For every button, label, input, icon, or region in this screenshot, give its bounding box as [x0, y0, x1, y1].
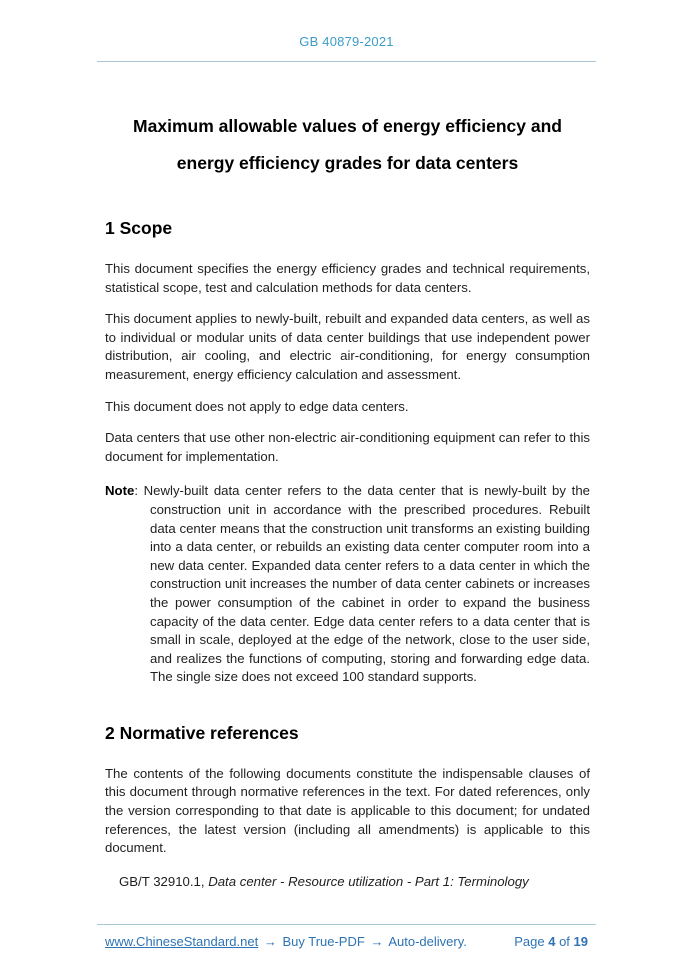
footer-delivery-label: Auto-delivery. — [388, 934, 467, 949]
scope-note — [105, 482, 590, 687]
scope-paragraph-4: Data centers that use other non-electric air-conditioning equipment can refer to this document for implementation. — [105, 430, 590, 464]
normative-paragraph: The contents of the following documents constitute the indispensable clauses of this document through normative references in the text. For dated references, only the version corresponding to that date is applicable to this document; for undated references, the latest version (including all amendments) is applicable to this document. — [105, 765, 590, 856]
footer-row — [0, 925, 693, 949]
note-text: : Newly-built data center refers to the data center that is newly-built by the construction unit in accordance with the prescribed procedures. Rebuilt data center means that the construction unit transforms an existing building into a data center, or rebuilds an existing data center computer room into a new data center. Expanded data center refers to a data center in which the construction unit increases the number of data center cabinets or increases the power consumption of the cabinet in order to expand the business capacity of the data center. Edge data center refers to a data center that is small in scale, deployed at the edge of the network, close to the user side, and realizes the functions of computing, storing and forwarding edge data. The single size does not exceed 100 standard supports. — [134, 483, 590, 685]
section-heading-normative-references: 2 Normative references — [105, 722, 299, 743]
page-total: 19 — [573, 934, 588, 949]
page-label: Page — [514, 934, 545, 949]
reference-title: Data center - Resource utilization - Part 1: Terminology — [208, 873, 529, 889]
document-title — [105, 108, 590, 182]
page-header — [0, 0, 693, 62]
page-of-label: of — [559, 934, 570, 949]
document-title-line1: Maximum allowable values of energy efficiency and — [133, 116, 562, 136]
normative-reference-entry — [105, 873, 590, 892]
footer-branding — [105, 934, 467, 949]
document-title-line2: energy efficiency grades for data centers — [176, 153, 519, 173]
scope-paragraph-1: This document specifies the energy efficiency grades and technical requirements, statistical scope, test and calculation methods for data centers. — [105, 261, 590, 295]
standard-number: GB 40879-2021 — [299, 34, 394, 49]
reference-code: GB/T 32910.1, — [119, 873, 209, 889]
scope-paragraph-3: This document does not apply to edge data centers. — [105, 398, 409, 414]
website-link[interactable]: www.ChineseStandard.net — [105, 934, 259, 949]
page-current: 4 — [548, 934, 556, 949]
page-footer — [0, 912, 693, 980]
footer-buy-label: Buy True-PDF — [282, 934, 365, 949]
page-indicator — [514, 934, 588, 949]
note-label: Note — [105, 483, 135, 499]
section-heading-scope: 1 Scope — [105, 218, 173, 238]
arrow-icon: → — [263, 934, 277, 949]
scope-paragraph-2: This document applies to newly-built, rebuilt and expanded data centers, as well as to individual or modular units of data center buildings that use independent power distribution, air cooling, and electric air-conditioning, for energy consumption measurement, energy efficiency calculation and assessment. — [105, 311, 590, 382]
page-content — [0, 62, 693, 891]
arrow-icon: → — [370, 934, 384, 949]
